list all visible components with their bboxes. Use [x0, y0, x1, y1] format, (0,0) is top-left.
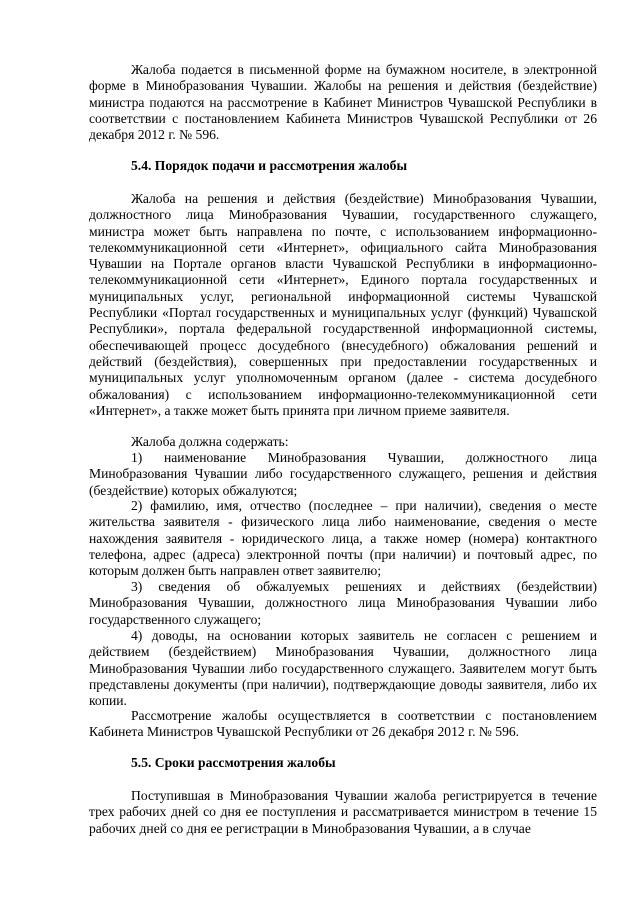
section-5-4-paragraph-2: Жалоба должна содержать: — [131, 434, 289, 449]
section-5-4-paragraph-1: Жалоба на решения и действия (бездействие) Минобразования Чувашии, должностного лица Минобразования Чувашии, государственного служащего, министра может быть направлена по почте, с использованием информационно-телекоммуникационной сети «Интернет», официального сайта Минобразования Чувашии на Портале органов власти Чувашской Республики в информационно-телекоммуникационной сети «Интернет», Единого портала государственных и муниципальных услуг, региональной информационной системы Чувашской Республики «Портал государственных и муниципальных услуг (функций) Чувашской Республики», портала федеральной государственной информационной системы, обеспечивающей процесс досудебного (внесудебного) обжалования решений и действий (бездействия), совершенных при предоставлении государственных и муниципальных услуг уполномоченным органом (далее - система досудебного обжалования) с использованием информационно-телекоммуникационной сети «Интернет», а также может быть принята при личном приеме заявителя. — [89, 191, 597, 418]
list-item-4: 4) доводы, на основании которых заявитель не согласен с решением и действием (бездействием) Минобразования Чувашии, должностного лица Минобразования Чувашии либо государственного служащего. Заявителем могут быть представлены документы (при наличии), подтверждающие доводы заявителя, либо их копии. — [89, 628, 597, 709]
list-item-2: 2) фамилию, имя, отчество (последнее – при наличии), сведения о месте жительства заявителя - физического лица либо наименование, сведения о месте нахождения заявителя - юридического лица, а также номер (номера) контактного телефона, адрес (адреса) электронной почты (при наличии) и почтовый адрес, по которым должен быть направлен ответ заявителю; — [89, 498, 597, 579]
section-5-4-heading: 5.4. Порядок подачи и рассмотрения жалобы — [131, 158, 408, 173]
section-5-4-paragraph-3: Рассмотрение жалобы осуществляется в соответствии с постановлением Кабинета Министров Чувашской Республики от 26 декабря 2012 г. № 596. — [89, 708, 597, 740]
list-item-1: 1) наименование Минобразования Чувашии, должностного лица Минобразования Чувашии либо государственного служащего, решения и действия (бездействие) которых обжалуются; — [89, 450, 597, 498]
intro-paragraph: Жалоба подается в письменной форме на бумажном носителе, в электронной форме в Минобразования Чувашии. Жалобы на решения и действия (бездействие) министра подаются на рассмотрение в Кабинет Министров Чувашской Республики в соответствии с постановлением Кабинета Министров Чувашской Республики от 26 декабря 2012 г. № 596. — [89, 62, 597, 143]
section-5-5-heading: 5.5. Сроки рассмотрения жалобы — [131, 755, 336, 770]
list-item-3: 3) сведения об обжалуемых решениях и действиях (бездействии) Минобразования Чувашии, должностного лица Минобразования Чувашии либо государственного служащего; — [89, 579, 597, 627]
section-5-5-paragraph-1: Поступившая в Минобразования Чувашии жалоба регистрируется в течение трех рабочих дней со дня ее поступления и рассматривается министром в течение 15 рабочих дней со дня ее регистрации в Минобразования Чувашии, а в случае — [89, 788, 597, 836]
